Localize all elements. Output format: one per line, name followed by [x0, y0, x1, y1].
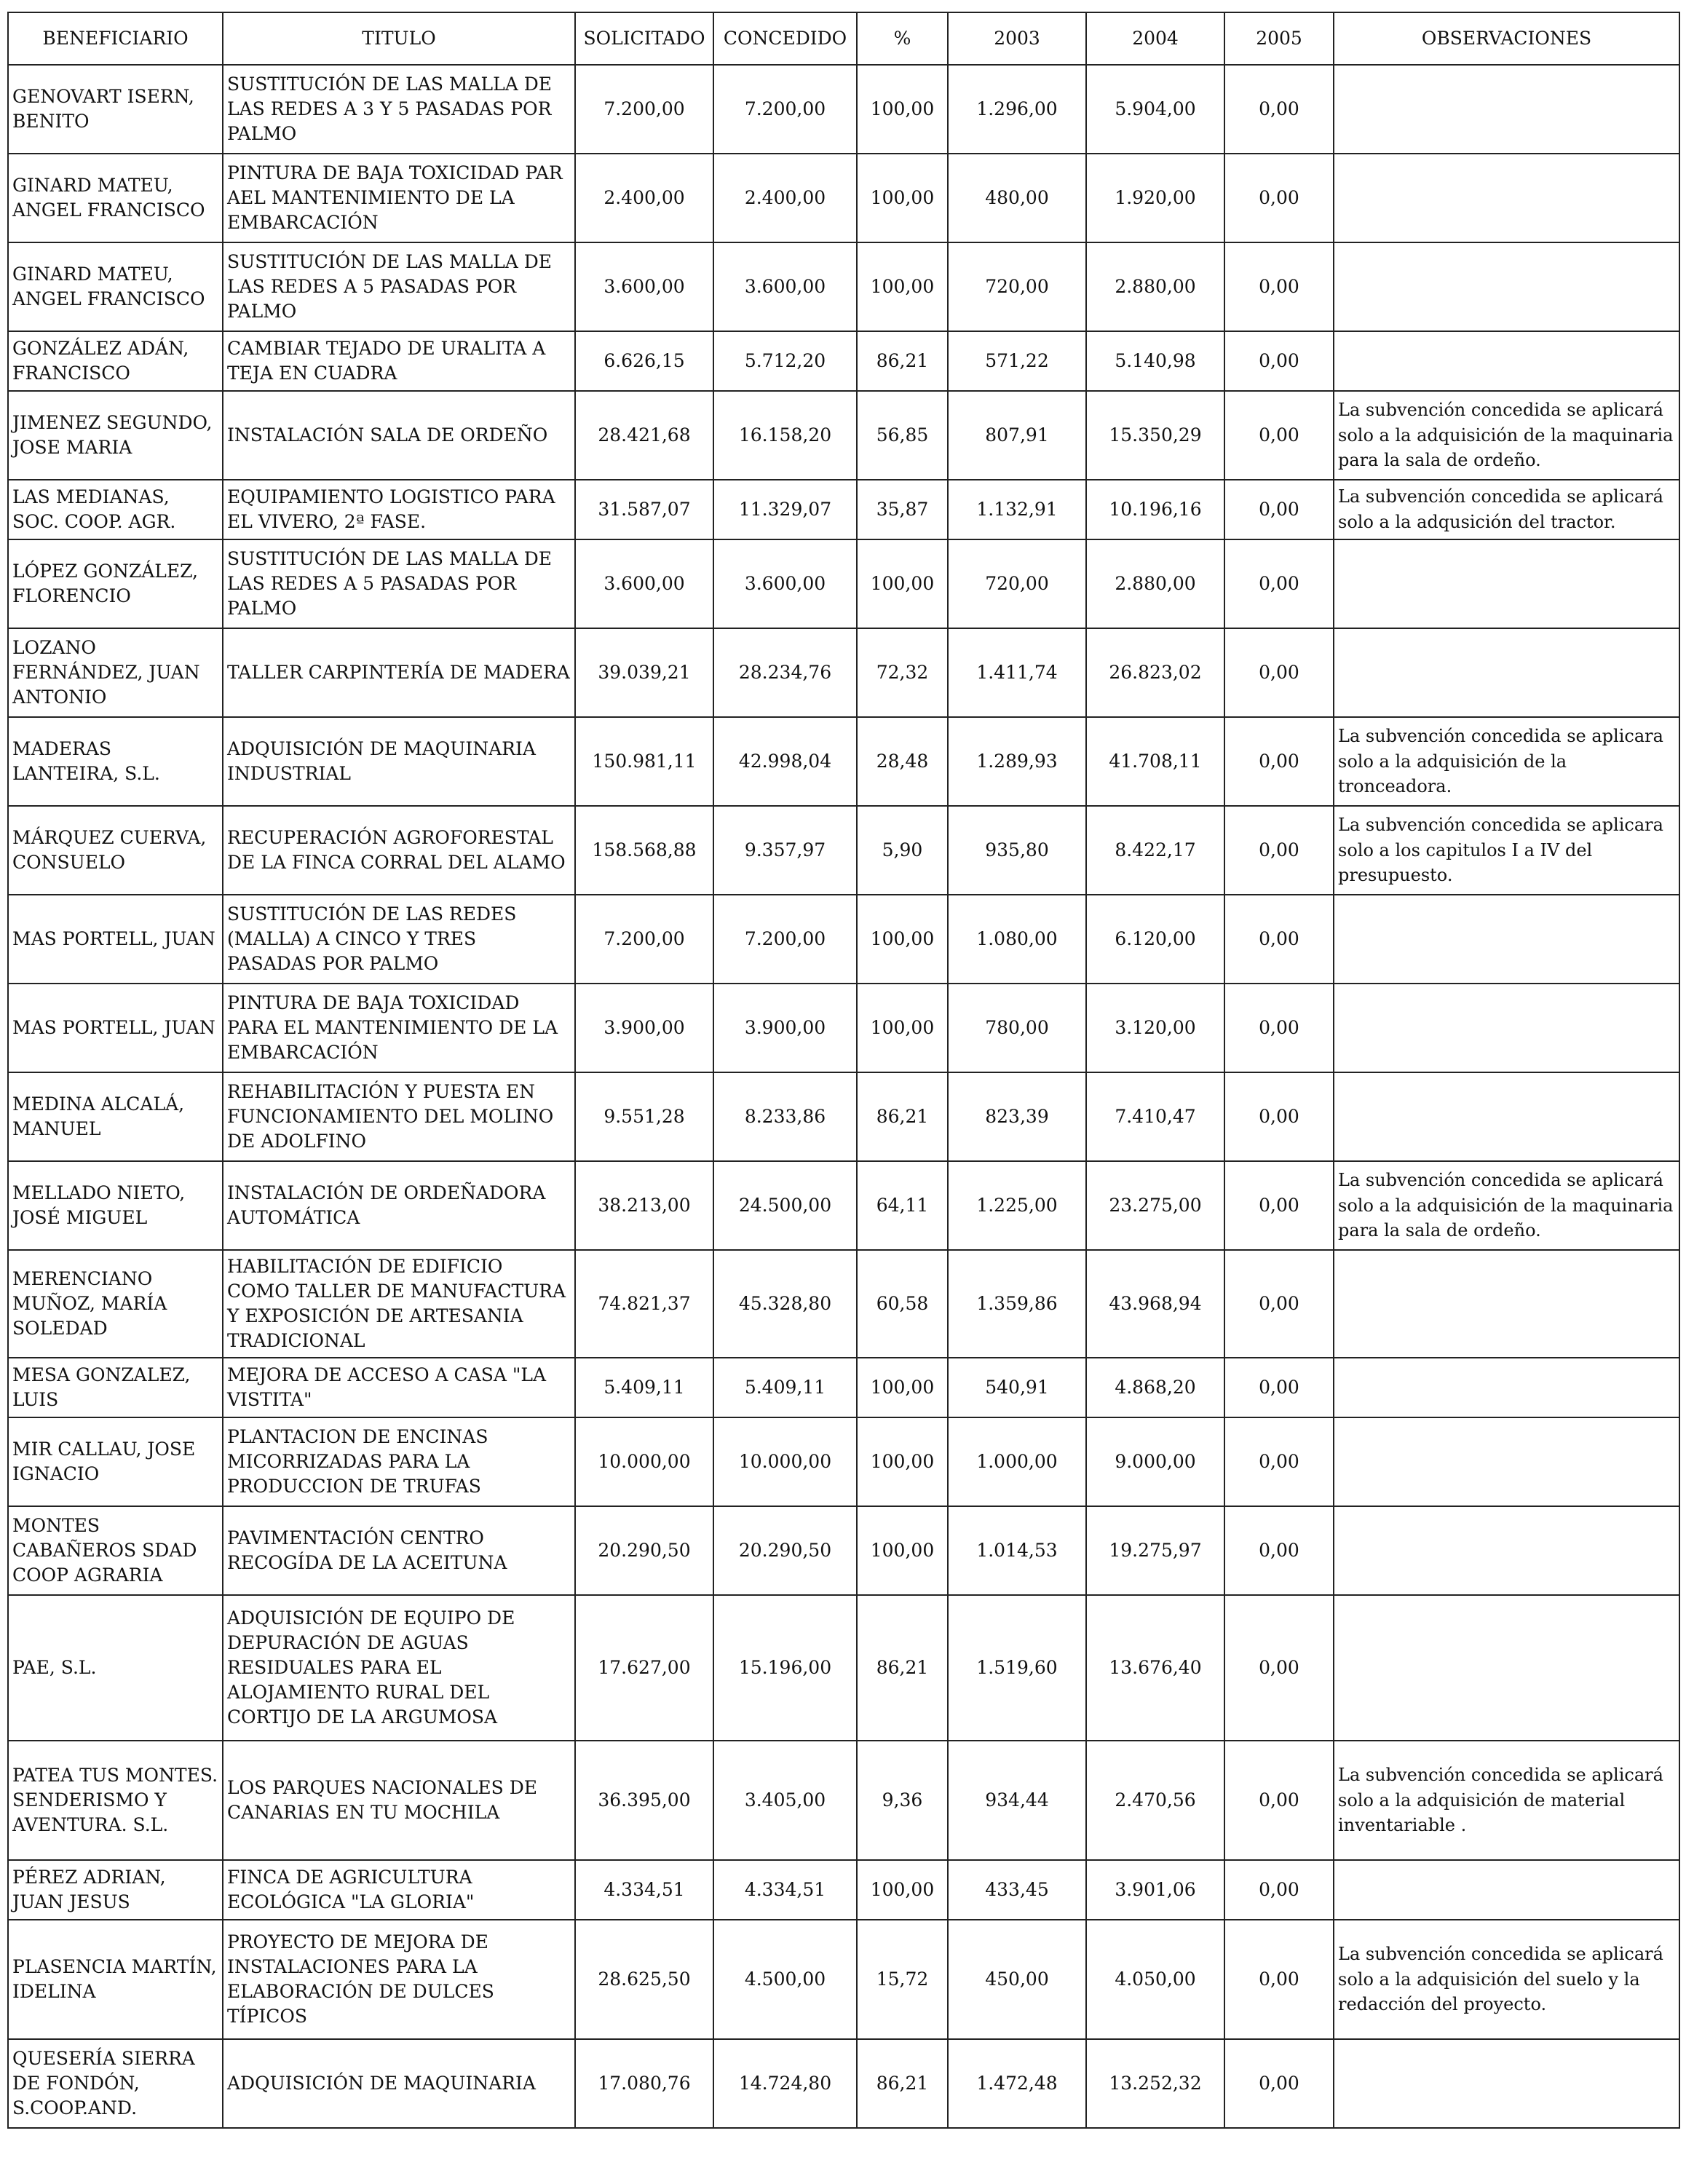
- cell-solicitado: 17.080,76: [575, 2039, 713, 2128]
- cell-beneficiario: MELLADO NIETO, JOSÉ MIGUEL: [8, 1161, 223, 1250]
- cell-observaciones: La subvención concedida se aplicará solo a la adquisición del suelo y la redacción del proyecto.: [1334, 1920, 1679, 2039]
- cell-concedido: 3.600,00: [713, 539, 857, 628]
- col-header-solicitado: SOLICITADO: [575, 12, 713, 65]
- cell-titulo: PINTURA DE BAJA TOXICIDAD PARA EL MANTENIMIENTO DE LA EMBARCACIÓN: [223, 984, 575, 1072]
- cell-beneficiario: MIR CALLAU, JOSE IGNACIO: [8, 1417, 223, 1506]
- cell-solicitado: 74.821,37: [575, 1250, 713, 1358]
- cell-percent: 86,21: [857, 1072, 948, 1161]
- cell-beneficiario: PÉREZ ADRIAN, JUAN JESUS: [8, 1860, 223, 1920]
- cell-2003: 934,44: [948, 1741, 1086, 1860]
- cell-2005: 0,00: [1224, 391, 1334, 480]
- cell-2004: 2.470,56: [1086, 1741, 1224, 1860]
- cell-concedido: 3.900,00: [713, 984, 857, 1072]
- cell-solicitado: 158.568,88: [575, 806, 713, 895]
- cell-titulo: PAVIMENTACIÓN CENTRO RECOGÍDA DE LA ACEITUNA: [223, 1506, 575, 1595]
- cell-percent: 100,00: [857, 1358, 948, 1417]
- cell-concedido: 24.500,00: [713, 1161, 857, 1250]
- cell-solicitado: 31.587,07: [575, 480, 713, 539]
- table-row: [8, 1920, 1679, 2039]
- cell-2004: 4.050,00: [1086, 1920, 1224, 2039]
- cell-observaciones: [1334, 539, 1679, 628]
- table-row: [8, 1506, 1679, 1595]
- cell-percent: 100,00: [857, 1417, 948, 1506]
- cell-2004: 6.120,00: [1086, 895, 1224, 984]
- cell-percent: 86,21: [857, 331, 948, 391]
- cell-percent: 100,00: [857, 1506, 948, 1595]
- cell-titulo: PINTURA DE BAJA TOXICIDAD PAR AEL MANTENIMIENTO DE LA EMBARCACIÓN: [223, 154, 575, 242]
- cell-2003: 1.519,60: [948, 1595, 1086, 1741]
- cell-2004: 9.000,00: [1086, 1417, 1224, 1506]
- cell-2005: 0,00: [1224, 242, 1334, 331]
- cell-percent: 86,21: [857, 2039, 948, 2128]
- table-row: [8, 1741, 1679, 1860]
- cell-concedido: 9.357,97: [713, 806, 857, 895]
- cell-2004: 1.920,00: [1086, 154, 1224, 242]
- cell-2005: 0,00: [1224, 806, 1334, 895]
- cell-2004: 13.252,32: [1086, 2039, 1224, 2128]
- cell-solicitado: 7.200,00: [575, 65, 713, 154]
- cell-2004: 4.868,20: [1086, 1358, 1224, 1417]
- cell-titulo: SUSTITUCIÓN DE LAS MALLA DE LAS REDES A 3 Y 5 PASADAS POR PALMO: [223, 65, 575, 154]
- table-row: [8, 1595, 1679, 1741]
- cell-concedido: 5.409,11: [713, 1358, 857, 1417]
- cell-beneficiario: GINARD MATEU, ANGEL FRANCISCO: [8, 154, 223, 242]
- cell-percent: 100,00: [857, 539, 948, 628]
- cell-2004: 10.196,16: [1086, 480, 1224, 539]
- cell-2005: 0,00: [1224, 1417, 1334, 1506]
- cell-titulo: SUSTITUCIÓN DE LAS MALLA DE LAS REDES A 5 PASADAS POR PALMO: [223, 539, 575, 628]
- cell-observaciones: La subvención concedida se aplicará solo a la adquisición de la maquinaria para la sala de ordeño.: [1334, 391, 1679, 480]
- cell-percent: 100,00: [857, 242, 948, 331]
- cell-titulo: ADQUISICIÓN DE MAQUINARIA: [223, 2039, 575, 2128]
- cell-titulo: CAMBIAR TEJADO DE URALITA A TEJA EN CUADRA: [223, 331, 575, 391]
- cell-concedido: 5.712,20: [713, 331, 857, 391]
- cell-titulo: INSTALACIÓN DE ORDEÑADORA AUTOMÁTICA: [223, 1161, 575, 1250]
- table-row: [8, 391, 1679, 480]
- cell-beneficiario: MAS PORTELL, JUAN: [8, 984, 223, 1072]
- cell-2003: 780,00: [948, 984, 1086, 1072]
- cell-2004: 26.823,02: [1086, 628, 1224, 717]
- cell-beneficiario: PATEA TUS MONTES. SENDERISMO Y AVENTURA. S.L.: [8, 1741, 223, 1860]
- cell-concedido: 15.196,00: [713, 1595, 857, 1741]
- col-header-concedido: CONCEDIDO: [713, 12, 857, 65]
- cell-percent: 100,00: [857, 895, 948, 984]
- cell-percent: 56,85: [857, 391, 948, 480]
- table-row: [8, 539, 1679, 628]
- cell-titulo: TALLER CARPINTERÍA DE MADERA: [223, 628, 575, 717]
- cell-2005: 0,00: [1224, 65, 1334, 154]
- cell-observaciones: La subvención concedida se aplicará solo a la adquisición de material inventariable .: [1334, 1741, 1679, 1860]
- cell-2005: 0,00: [1224, 539, 1334, 628]
- cell-2004: 2.880,00: [1086, 242, 1224, 331]
- cell-2003: 450,00: [948, 1920, 1086, 2039]
- cell-2003: 1.411,74: [948, 628, 1086, 717]
- cell-percent: 72,32: [857, 628, 948, 717]
- table-row: [8, 331, 1679, 391]
- cell-observaciones: [1334, 984, 1679, 1072]
- cell-observaciones: [1334, 242, 1679, 331]
- cell-observaciones: [1334, 2039, 1679, 2128]
- cell-2004: 8.422,17: [1086, 806, 1224, 895]
- cell-observaciones: [1334, 895, 1679, 984]
- col-header-titulo: TITULO: [223, 12, 575, 65]
- cell-2004: 15.350,29: [1086, 391, 1224, 480]
- cell-solicitado: 28.421,68: [575, 391, 713, 480]
- cell-beneficiario: PLASENCIA MARTÍN, IDELINA: [8, 1920, 223, 2039]
- table-row: [8, 65, 1679, 154]
- header-row: [8, 12, 1679, 65]
- cell-observaciones: La subvención concedida se aplicara solo a la adquisición de la tronceadora.: [1334, 717, 1679, 806]
- cell-solicitado: 9.551,28: [575, 1072, 713, 1161]
- cell-2003: 1.359,86: [948, 1250, 1086, 1358]
- cell-2004: 13.676,40: [1086, 1595, 1224, 1741]
- cell-solicitado: 28.625,50: [575, 1920, 713, 2039]
- table-row: [8, 2039, 1679, 2128]
- table-row: [8, 1358, 1679, 1417]
- cell-2003: 1.132,91: [948, 480, 1086, 539]
- cell-2003: 1.296,00: [948, 65, 1086, 154]
- col-header-2004: 2004: [1086, 12, 1224, 65]
- cell-percent: 86,21: [857, 1595, 948, 1741]
- cell-2004: 3.901,06: [1086, 1860, 1224, 1920]
- cell-2003: 1.080,00: [948, 895, 1086, 984]
- cell-concedido: 3.600,00: [713, 242, 857, 331]
- cell-2004: 41.708,11: [1086, 717, 1224, 806]
- cell-2003: 540,91: [948, 1358, 1086, 1417]
- table-row: [8, 1161, 1679, 1250]
- cell-solicitado: 10.000,00: [575, 1417, 713, 1506]
- cell-beneficiario: MÁRQUEZ CUERVA, CONSUELO: [8, 806, 223, 895]
- cell-2004: 7.410,47: [1086, 1072, 1224, 1161]
- cell-percent: 100,00: [857, 65, 948, 154]
- cell-concedido: 4.500,00: [713, 1920, 857, 2039]
- cell-titulo: ADQUISICIÓN DE MAQUINARIA INDUSTRIAL: [223, 717, 575, 806]
- cell-observaciones: [1334, 1506, 1679, 1595]
- cell-solicitado: 20.290,50: [575, 1506, 713, 1595]
- col-header-beneficiario: BENEFICIARIO: [8, 12, 223, 65]
- cell-beneficiario: LÓPEZ GONZÁLEZ, FLORENCIO: [8, 539, 223, 628]
- cell-concedido: 8.233,86: [713, 1072, 857, 1161]
- cell-solicitado: 17.627,00: [575, 1595, 713, 1741]
- cell-concedido: 11.329,07: [713, 480, 857, 539]
- cell-2005: 0,00: [1224, 1358, 1334, 1417]
- cell-titulo: SUSTITUCIÓN DE LAS MALLA DE LAS REDES A 5 PASADAS POR PALMO: [223, 242, 575, 331]
- cell-titulo: MEJORA DE ACCESO A CASA "LA VISTITA": [223, 1358, 575, 1417]
- cell-titulo: LOS PARQUES NACIONALES DE CANARIAS EN TU MOCHILA: [223, 1741, 575, 1860]
- cell-concedido: 3.405,00: [713, 1741, 857, 1860]
- cell-concedido: 2.400,00: [713, 154, 857, 242]
- cell-concedido: 4.334,51: [713, 1860, 857, 1920]
- cell-2004: 2.880,00: [1086, 539, 1224, 628]
- table-row: [8, 628, 1679, 717]
- cell-2005: 0,00: [1224, 984, 1334, 1072]
- cell-beneficiario: GONZÁLEZ ADÁN, FRANCISCO: [8, 331, 223, 391]
- cell-solicitado: 3.900,00: [575, 984, 713, 1072]
- cell-titulo: PLANTACION DE ENCINAS MICORRIZADAS PARA LA PRODUCCION DE TRUFAS: [223, 1417, 575, 1506]
- cell-titulo: ADQUISICIÓN DE EQUIPO DE DEPURACIÓN DE AGUAS RESIDUALES PARA EL ALOJAMIENTO RURAL DEL CORTIJO DE LA ARGUMOSA: [223, 1595, 575, 1741]
- cell-2003: 1.225,00: [948, 1161, 1086, 1250]
- cell-2003: 807,91: [948, 391, 1086, 480]
- cell-concedido: 7.200,00: [713, 895, 857, 984]
- col-header-2005: 2005: [1224, 12, 1334, 65]
- cell-2005: 0,00: [1224, 480, 1334, 539]
- cell-percent: 100,00: [857, 154, 948, 242]
- cell-2003: 823,39: [948, 1072, 1086, 1161]
- cell-solicitado: 36.395,00: [575, 1741, 713, 1860]
- cell-beneficiario: GINARD MATEU, ANGEL FRANCISCO: [8, 242, 223, 331]
- cell-2003: 433,45: [948, 1860, 1086, 1920]
- cell-2003: 935,80: [948, 806, 1086, 895]
- col-header-observaciones: OBSERVACIONES: [1334, 12, 1679, 65]
- cell-observaciones: La subvención concedida se aplicará solo a la adqusición del tractor.: [1334, 480, 1679, 539]
- cell-solicitado: 4.334,51: [575, 1860, 713, 1920]
- cell-beneficiario: PAE, S.L.: [8, 1595, 223, 1741]
- table-row: [8, 242, 1679, 331]
- cell-observaciones: [1334, 154, 1679, 242]
- cell-titulo: FINCA DE AGRICULTURA ECOLÓGICA "LA GLORIA": [223, 1860, 575, 1920]
- cell-percent: 35,87: [857, 480, 948, 539]
- cell-percent: 28,48: [857, 717, 948, 806]
- cell-beneficiario: LOZANO FERNÁNDEZ, JUAN ANTONIO: [8, 628, 223, 717]
- col-header-percent: %: [857, 12, 948, 65]
- table-row: [8, 154, 1679, 242]
- cell-2005: 0,00: [1224, 1506, 1334, 1595]
- cell-beneficiario: LAS MEDIANAS, SOC. COOP. AGR.: [8, 480, 223, 539]
- grants-table: [7, 12, 1680, 2129]
- cell-beneficiario: GENOVART ISERN, BENITO: [8, 65, 223, 154]
- cell-solicitado: 2.400,00: [575, 154, 713, 242]
- cell-2003: 720,00: [948, 242, 1086, 331]
- cell-2005: 0,00: [1224, 895, 1334, 984]
- cell-2003: 1.472,48: [948, 2039, 1086, 2128]
- cell-2005: 0,00: [1224, 2039, 1334, 2128]
- cell-observaciones: [1334, 331, 1679, 391]
- cell-concedido: 14.724,80: [713, 2039, 857, 2128]
- cell-2005: 0,00: [1224, 717, 1334, 806]
- table-row: [8, 895, 1679, 984]
- cell-solicitado: 38.213,00: [575, 1161, 713, 1250]
- cell-2004: 23.275,00: [1086, 1161, 1224, 1250]
- cell-2005: 0,00: [1224, 1920, 1334, 2039]
- cell-2004: 5.904,00: [1086, 65, 1224, 154]
- cell-concedido: 42.998,04: [713, 717, 857, 806]
- table-row: [8, 717, 1679, 806]
- cell-observaciones: [1334, 1860, 1679, 1920]
- cell-solicitado: 3.600,00: [575, 539, 713, 628]
- cell-2003: 480,00: [948, 154, 1086, 242]
- cell-2003: 1.000,00: [948, 1417, 1086, 1506]
- cell-titulo: RECUPERACIÓN AGROFORESTAL DE LA FINCA CORRAL DEL ALAMO: [223, 806, 575, 895]
- cell-concedido: 28.234,76: [713, 628, 857, 717]
- cell-2004: 5.140,98: [1086, 331, 1224, 391]
- cell-concedido: 45.328,80: [713, 1250, 857, 1358]
- cell-percent: 100,00: [857, 1860, 948, 1920]
- cell-beneficiario: MADERAS LANTEIRA, S.L.: [8, 717, 223, 806]
- table-row: [8, 1250, 1679, 1358]
- cell-percent: 100,00: [857, 984, 948, 1072]
- cell-2005: 0,00: [1224, 1161, 1334, 1250]
- cell-2004: 3.120,00: [1086, 984, 1224, 1072]
- cell-beneficiario: MONTES CABAÑEROS SDAD COOP AGRARIA: [8, 1506, 223, 1595]
- cell-concedido: 7.200,00: [713, 65, 857, 154]
- cell-observaciones: [1334, 1595, 1679, 1741]
- table-row: [8, 806, 1679, 895]
- cell-observaciones: [1334, 1250, 1679, 1358]
- cell-beneficiario: QUESERÍA SIERRA DE FONDÓN, S.COOP.AND.: [8, 2039, 223, 2128]
- cell-beneficiario: MAS PORTELL, JUAN: [8, 895, 223, 984]
- cell-concedido: 16.158,20: [713, 391, 857, 480]
- table-row: [8, 480, 1679, 539]
- cell-2004: 43.968,94: [1086, 1250, 1224, 1358]
- cell-beneficiario: MERENCIANO MUÑOZ, MARÍA SOLEDAD: [8, 1250, 223, 1358]
- table-row: [8, 1417, 1679, 1506]
- cell-2005: 0,00: [1224, 628, 1334, 717]
- cell-solicitado: 7.200,00: [575, 895, 713, 984]
- cell-percent: 15,72: [857, 1920, 948, 2039]
- cell-2005: 0,00: [1224, 1741, 1334, 1860]
- cell-beneficiario: JIMENEZ SEGUNDO, JOSE MARIA: [8, 391, 223, 480]
- cell-2005: 0,00: [1224, 331, 1334, 391]
- cell-percent: 9,36: [857, 1741, 948, 1860]
- cell-observaciones: [1334, 65, 1679, 154]
- cell-titulo: SUSTITUCIÓN DE LAS REDES (MALLA) A CINCO Y TRES PASADAS POR PALMO: [223, 895, 575, 984]
- cell-2004: 19.275,97: [1086, 1506, 1224, 1595]
- cell-concedido: 20.290,50: [713, 1506, 857, 1595]
- table-row: [8, 1860, 1679, 1920]
- cell-2005: 0,00: [1224, 1072, 1334, 1161]
- cell-titulo: PROYECTO DE MEJORA DE INSTALACIONES PARA LA ELABORACIÓN DE DULCES TÍPICOS: [223, 1920, 575, 2039]
- cell-solicitado: 39.039,21: [575, 628, 713, 717]
- cell-titulo: EQUIPAMIENTO LOGISTICO PARA EL VIVERO, 2ª FASE.: [223, 480, 575, 539]
- table-row: [8, 1072, 1679, 1161]
- cell-titulo: HABILITACIÓN DE EDIFICIO COMO TALLER DE MANUFACTURA Y EXPOSICIÓN DE ARTESANIA TRADICIONAL: [223, 1250, 575, 1358]
- cell-observaciones: La subvención concedida se aplicara solo a los capitulos I a IV del presupuesto.: [1334, 806, 1679, 895]
- cell-observaciones: [1334, 1358, 1679, 1417]
- cell-solicitado: 150.981,11: [575, 717, 713, 806]
- cell-2005: 0,00: [1224, 154, 1334, 242]
- cell-percent: 5,90: [857, 806, 948, 895]
- cell-percent: 60,58: [857, 1250, 948, 1358]
- cell-2003: 720,00: [948, 539, 1086, 628]
- cell-observaciones: La subvención concedida se aplicará solo a la adquisición de la maquinaria para la sala de ordeño.: [1334, 1161, 1679, 1250]
- cell-observaciones: [1334, 1072, 1679, 1161]
- cell-beneficiario: MEDINA ALCALÁ, MANUEL: [8, 1072, 223, 1161]
- cell-titulo: INSTALACIÓN SALA DE ORDEÑO: [223, 391, 575, 480]
- col-header-2003: 2003: [948, 12, 1086, 65]
- cell-beneficiario: MESA GONZALEZ, LUIS: [8, 1358, 223, 1417]
- cell-2003: 1.289,93: [948, 717, 1086, 806]
- cell-solicitado: 6.626,15: [575, 331, 713, 391]
- cell-observaciones: [1334, 628, 1679, 717]
- cell-solicitado: 3.600,00: [575, 242, 713, 331]
- cell-solicitado: 5.409,11: [575, 1358, 713, 1417]
- cell-2003: 1.014,53: [948, 1506, 1086, 1595]
- cell-concedido: 10.000,00: [713, 1417, 857, 1506]
- cell-2005: 0,00: [1224, 1595, 1334, 1741]
- cell-observaciones: [1334, 1417, 1679, 1506]
- cell-2005: 0,00: [1224, 1250, 1334, 1358]
- cell-2005: 0,00: [1224, 1860, 1334, 1920]
- cell-percent: 64,11: [857, 1161, 948, 1250]
- table-row: [8, 984, 1679, 1072]
- cell-2003: 571,22: [948, 331, 1086, 391]
- cell-titulo: REHABILITACIÓN Y PUESTA EN FUNCIONAMIENTO DEL MOLINO DE ADOLFINO: [223, 1072, 575, 1161]
